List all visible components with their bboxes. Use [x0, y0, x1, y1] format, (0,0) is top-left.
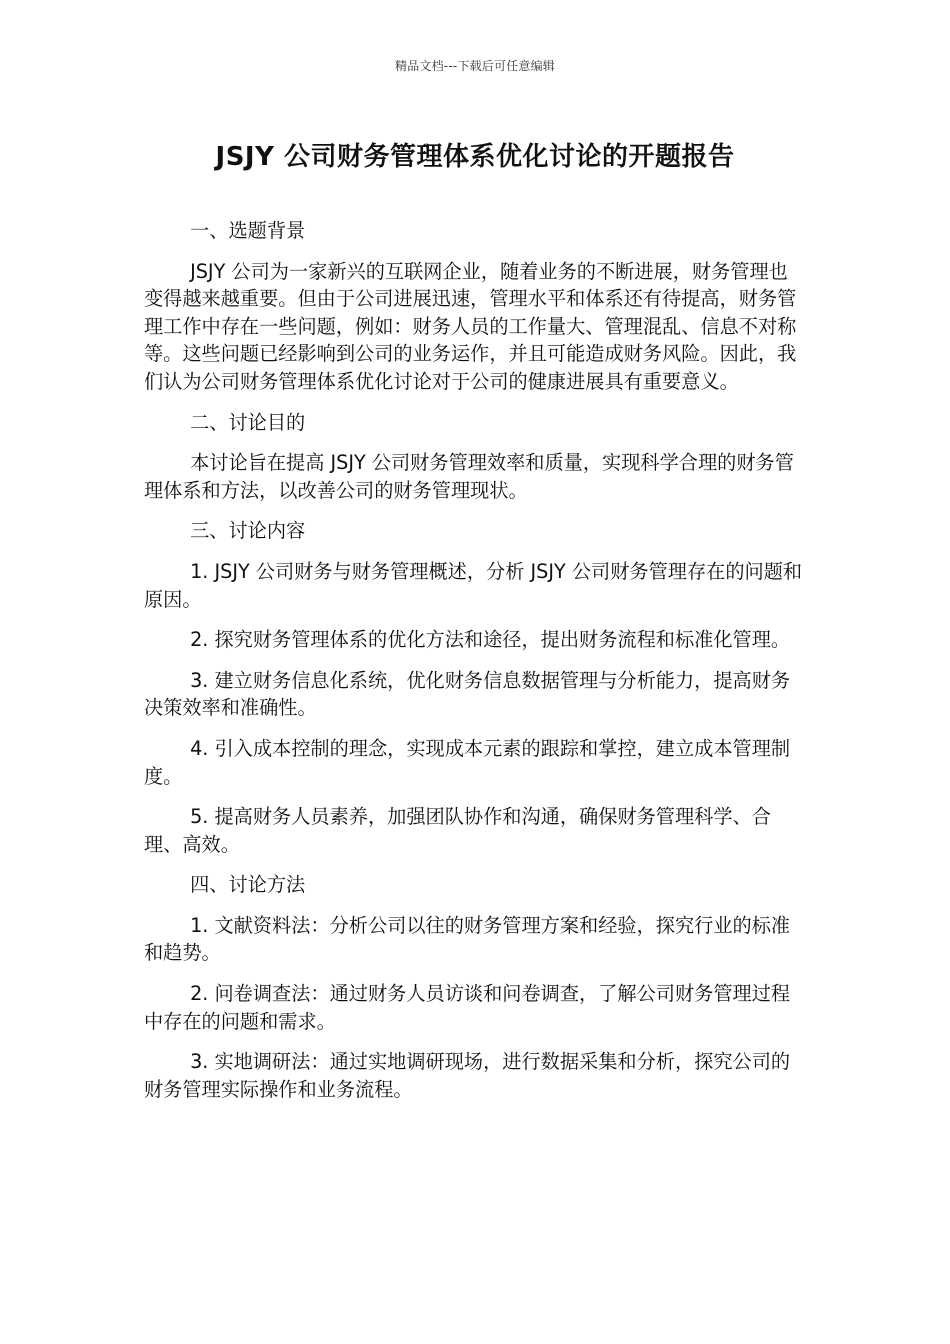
- list-item-content-3: 3. 建立财务信息化系统，优化财务信息数据管理与分析能力，提高财务决策效率和准确性。: [144, 668, 791, 720]
- header-note: 精品文档---下载后可任意编辑: [395, 59, 555, 73]
- section-heading-content: 三、讨论内容: [190, 519, 306, 543]
- paragraph-purpose: 本讨论旨在提高 JSJY 公司财务管理效率和质量，实现科学合理的财务管理体系和方法，以改善公司的财务管理现状。: [144, 451, 794, 502]
- section-heading-methods: 四、讨论方法: [190, 873, 306, 897]
- list-item-method-3: 3. 实地调研法：通过实地调研现场，进行数据采集和分析，探究公司的财务管理实际操作和业务流程。: [144, 1050, 791, 1101]
- paragraph-background: JSJY 公司为一家新兴的互联网企业，随着业务的不断进展，财务管理也变得越来越重要。但由于公司进展迅速，管理水平和体系还有待提高，财务管理工作中存在一些问题，例如：财务人员的工作量大、管理混乱、信息不对称等。这些问题已经影响到公司的业务运作，并且可能造成财务风险。因此，我们认为公司财务管理体系优化讨论对于公司的健康进展具有重要意义。: [144, 259, 797, 393]
- document-body: [144, 217, 806, 1116]
- section-heading-background: 一、选题背景: [190, 219, 306, 242]
- list-item-method-2: 2. 问卷调查法：通过财务人员访谈和问卷调查，了解公司财务管理过程中存在的问题和需求。: [144, 982, 791, 1033]
- section-heading-purpose: 二、讨论目的: [190, 410, 306, 434]
- page-title: JSJY 公司财务管理体系优化讨论的开题报告: [215, 142, 735, 172]
- list-item-content-4: 4. 引入成本控制的理念，实现成本元素的跟踪和掌控，建立成本管理制度。: [144, 736, 791, 788]
- list-item-content-2: 2. 探究财务管理体系的优化方法和途径，提出财务流程和标准化管理。: [190, 628, 791, 652]
- list-item-content-5: 5. 提高财务人员素养，加强团队协作和沟通，确保财务管理科学、合理、高效。: [144, 805, 771, 856]
- list-item-method-1: 1. 文献资料法：分析公司以往的财务管理方案和经验，探究行业的标准和趋势。: [144, 913, 791, 965]
- list-item-content-1: 1. JSJY 公司财务与财务管理概述，分析 JSJY 公司财务管理存在的问题和原因。: [144, 559, 803, 611]
